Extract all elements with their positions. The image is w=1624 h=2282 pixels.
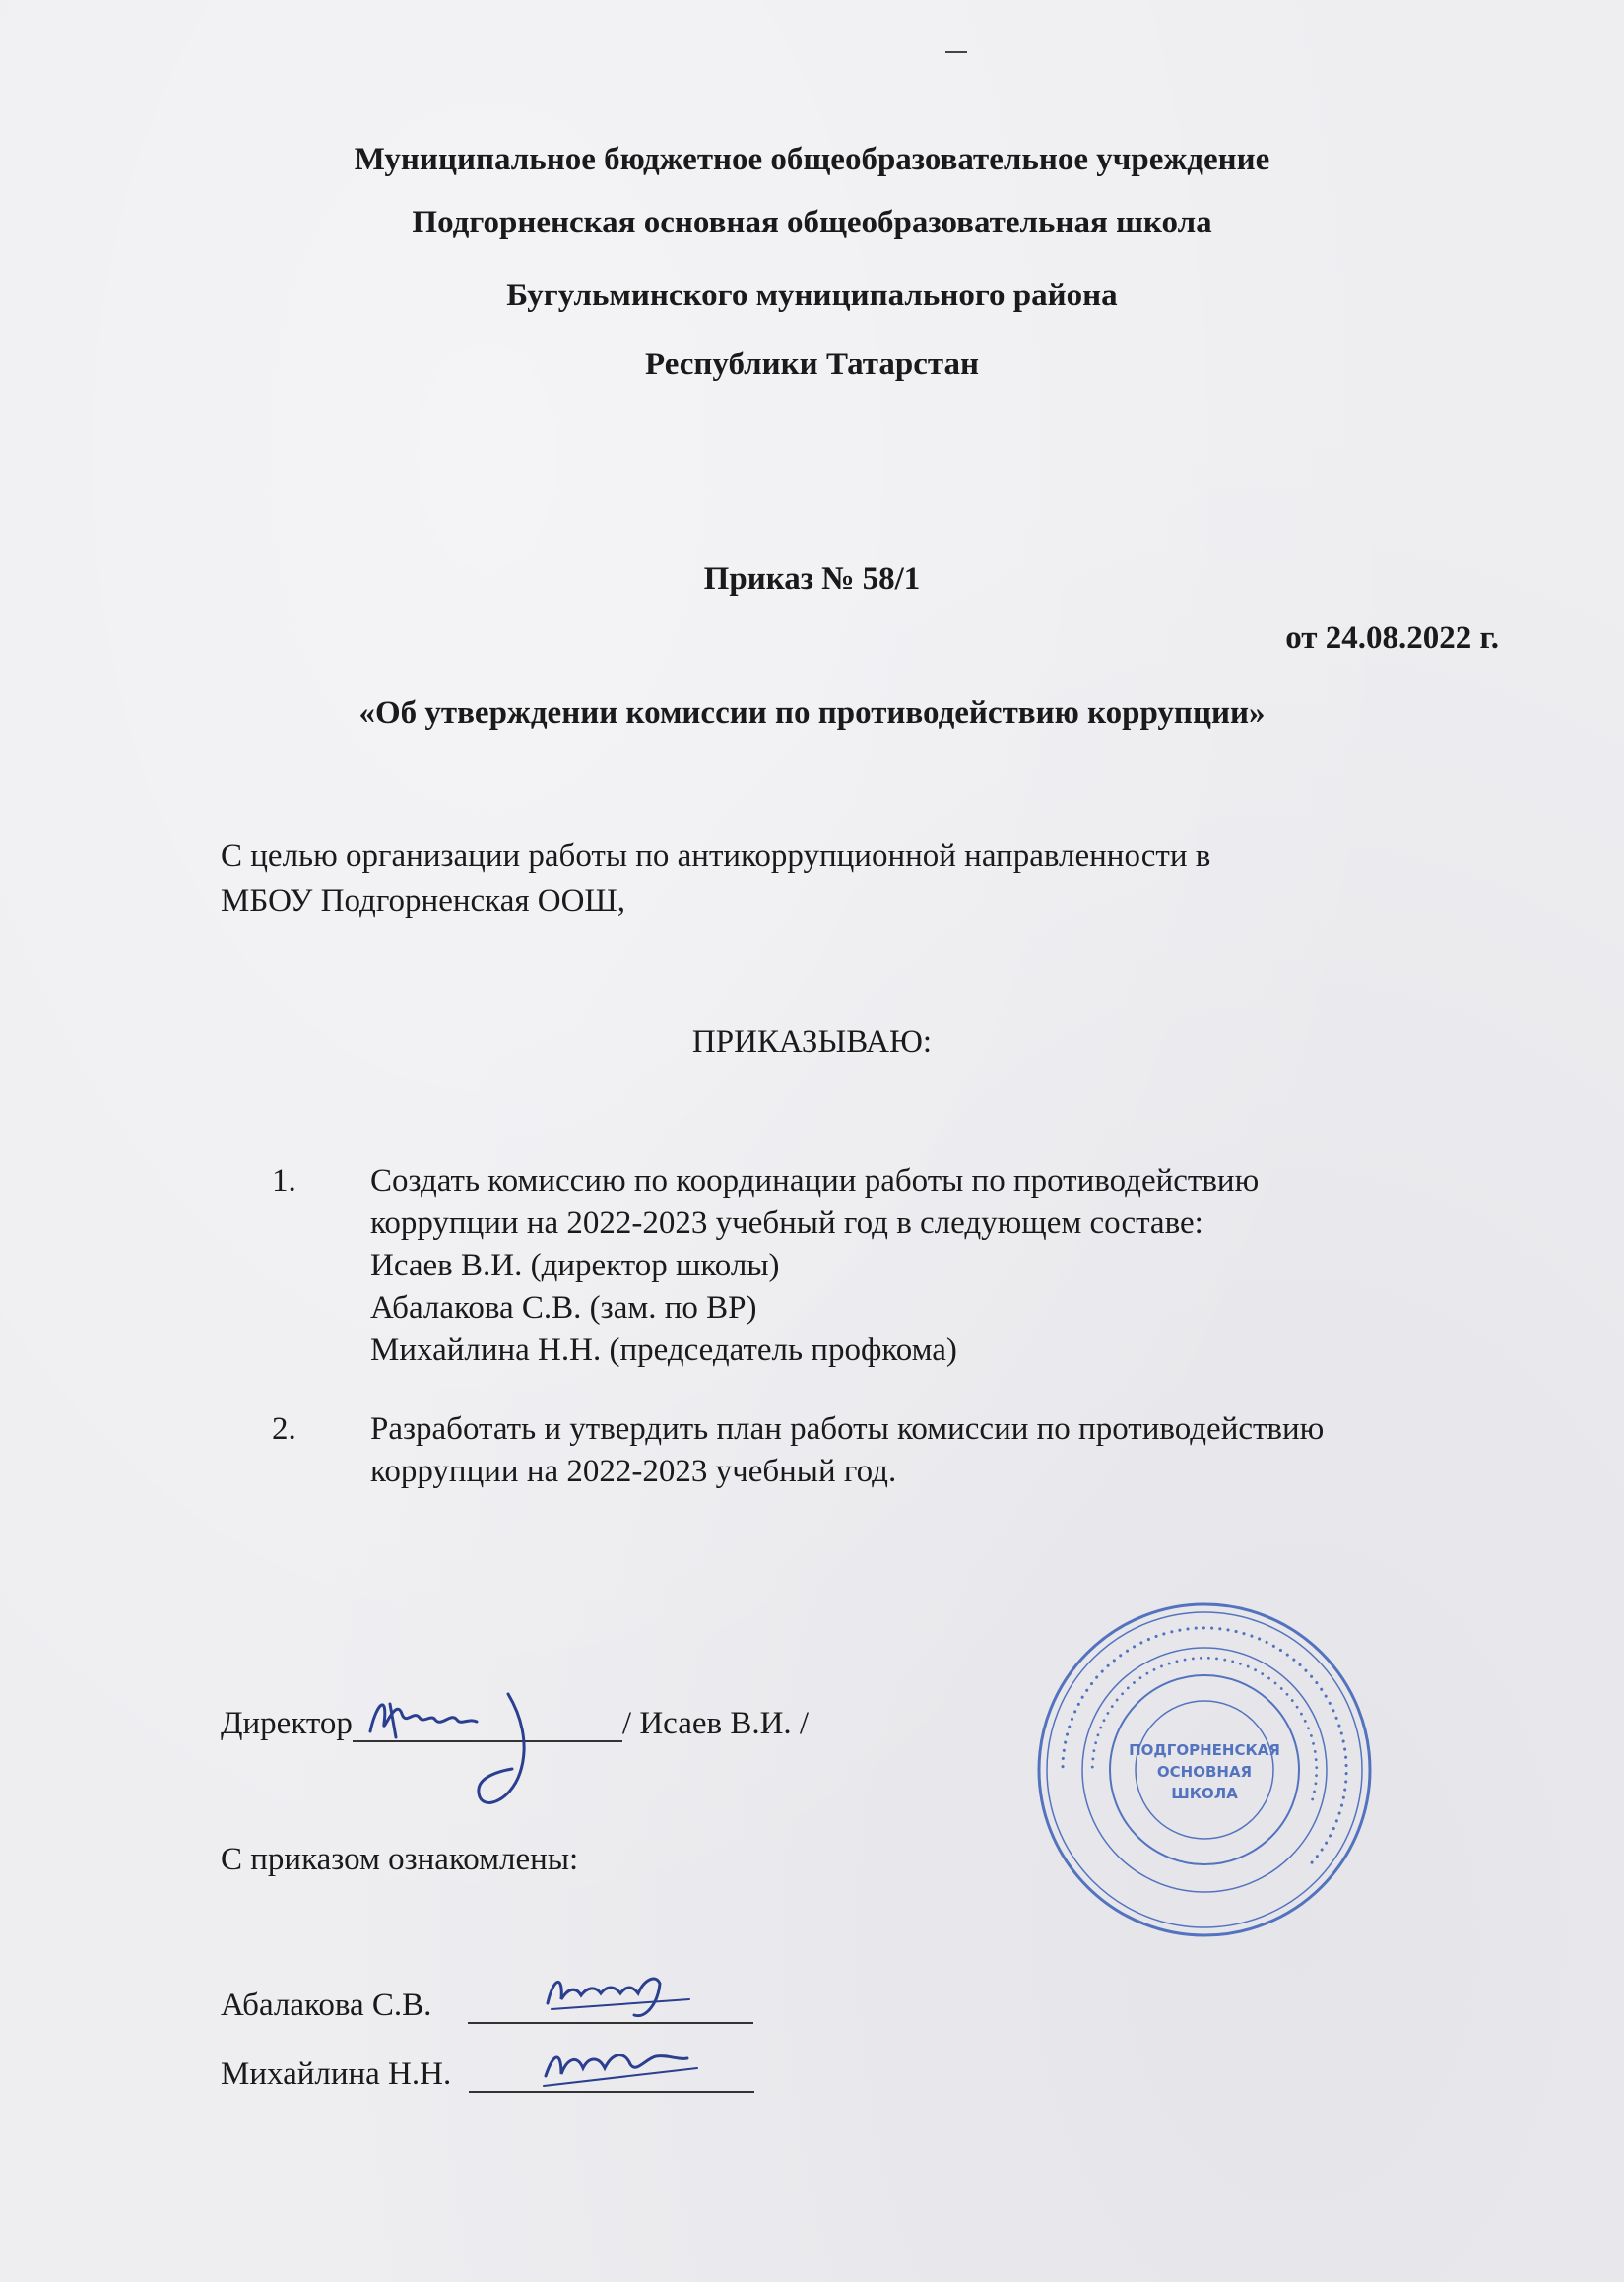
ack-person-name: Михайлина Н.Н. — [221, 2056, 452, 2092]
list-item-body — [370, 1408, 1552, 1493]
stamp-text-line: ОСНОВНАЯ — [1156, 1763, 1253, 1781]
stamp-text-line: ШКОЛА — [1171, 1785, 1238, 1802]
svg-text:••••••••••••••••••••••••••••••: •••••••••••••••••••••••••••••••••••••••••••••••••••••••••••••••••••• — [1056, 1621, 1353, 1870]
header-line-school: Подгорненская основная общеобразовательная школа — [412, 205, 1212, 240]
list-line: коррупции на 2022-2023 учебный год в следующем составе: — [370, 1206, 1203, 1241]
intro-line-1: С целью организации работы по антикоррупционной направленности в — [221, 838, 1211, 874]
order-date: от 24.08.2022 г. — [1285, 620, 1499, 656]
ack-signature-1 — [542, 1960, 699, 2029]
list-line: Михайлина Н.Н. (председатель профкома) — [370, 1333, 957, 1368]
list-number: 2. — [272, 1411, 296, 1447]
list-line: Исаев В.И. (директор школы) — [370, 1248, 780, 1283]
order-number: Приказ № 58/1 — [703, 561, 921, 597]
directive-heading: ПРИКАЗЫВАЮ: — [691, 1024, 933, 1060]
intro-line-2: МБОУ Подгорненская ООШ, — [221, 883, 625, 919]
header-line-district: Бугульминского муниципального района — [506, 278, 1118, 313]
ack-person-name: Абалакова С.В. — [221, 1988, 432, 2023]
list-line: коррупции на 2022-2023 учебный год. — [370, 1454, 897, 1489]
svg-text:••••••••••••••••••••••••••••••: •••••••••••••••••••••••••••••••••••••••••••••••• — [1087, 1653, 1322, 1805]
list-item-body — [370, 1160, 1552, 1372]
director-name: / Исаев В.И. / — [621, 1706, 810, 1741]
school-stamp — [1032, 1597, 1377, 1942]
list-line: Создать комиссию по координации работы по противодействию — [370, 1163, 1260, 1199]
ack-signature-2 — [540, 2039, 707, 2098]
acknowledged-label: С приказом ознакомлены: — [221, 1842, 579, 1877]
list-number: 1. — [272, 1163, 296, 1199]
list-line: Абалакова С.В. (зам. по ВР) — [370, 1290, 757, 1326]
director-signature — [362, 1674, 589, 1822]
director-label: Директор — [221, 1706, 353, 1741]
header-line-republic: Республики Татарстан — [644, 347, 980, 382]
header-line-institution: Муниципальное бюджетное общеобразовательное учреждение — [354, 142, 1270, 177]
scan-speck — [945, 51, 967, 53]
order-subject: «Об утверждении комиссии по противодействию коррупции» — [358, 695, 1266, 731]
list-line: Разработать и утвердить план работы комиссии по противодействию — [370, 1411, 1325, 1447]
intro-paragraph — [221, 833, 1402, 924]
stamp-text-line: ПОДГОРНЕНСКАЯ — [1129, 1741, 1280, 1759]
